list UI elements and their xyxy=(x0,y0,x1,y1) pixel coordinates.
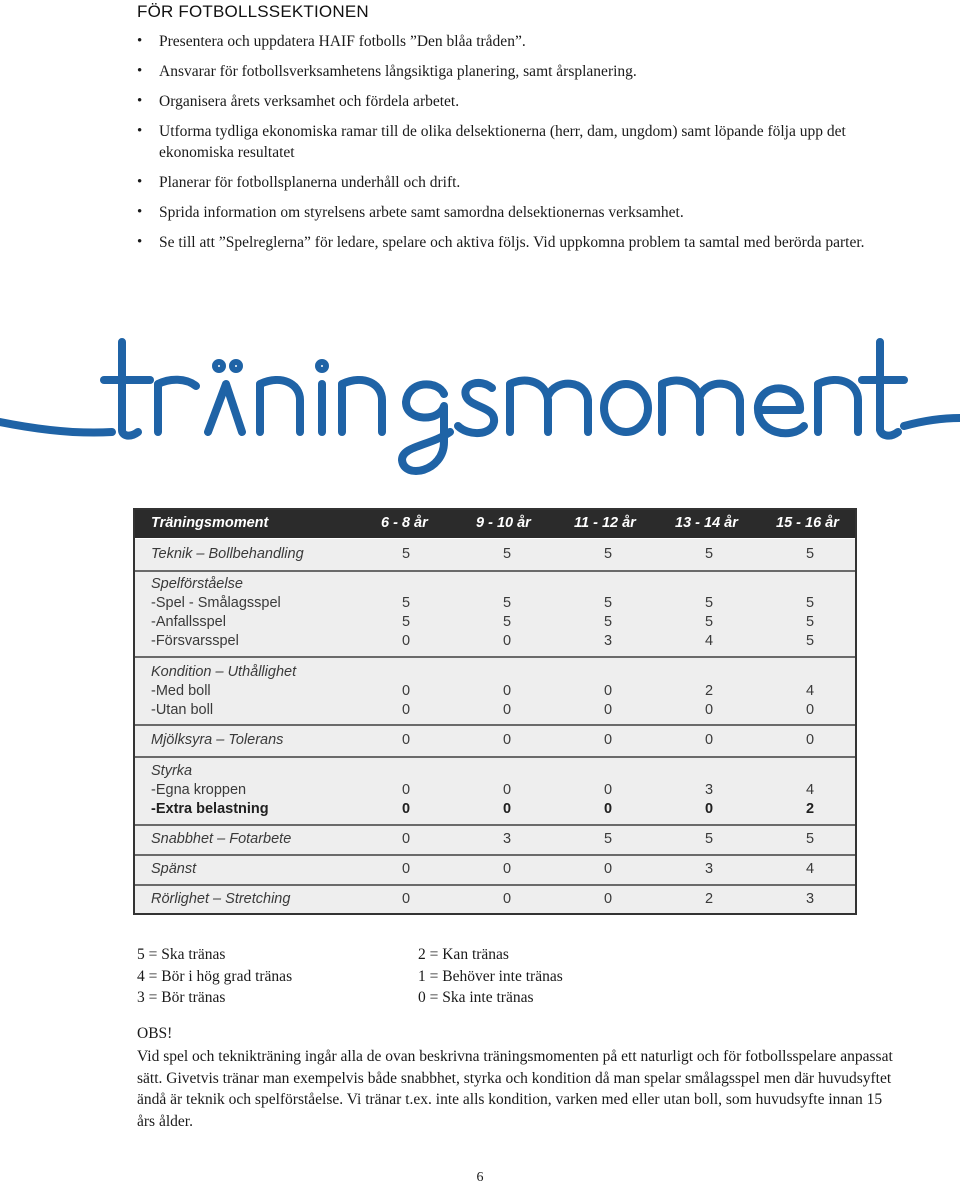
table-cell: 3 xyxy=(704,782,714,798)
header-cell: 11 - 12 år xyxy=(574,515,636,531)
table-cell: 5 xyxy=(603,614,613,630)
legend-item: 3 = Bör tränas xyxy=(137,989,226,1006)
table-cell: 0 xyxy=(401,702,411,718)
table-cell: 0 xyxy=(502,683,512,699)
legend-item: 1 = Behöver inte tränas xyxy=(418,967,563,985)
table-cell: 5 xyxy=(401,595,411,611)
list-item: • Planerar för fotbollsplanerna underhåll och drift. xyxy=(137,172,877,193)
table-cell: 5 xyxy=(603,831,613,847)
table-cell: 0 xyxy=(401,891,411,907)
table-cell: 5 xyxy=(805,614,815,630)
table-cell: 0 xyxy=(502,801,512,817)
duties-list xyxy=(137,31,877,262)
table-cell: 0 xyxy=(603,801,613,817)
table-group xyxy=(133,572,857,656)
table-cell: 0 xyxy=(603,782,613,798)
row-label: -Försvarsspel xyxy=(151,633,239,649)
table-cell: 3 xyxy=(603,633,613,649)
legend-item: 4 = Bör i hög grad tränas xyxy=(137,967,293,985)
table-cell: 5 xyxy=(401,614,411,630)
table-header xyxy=(133,508,857,538)
table-group xyxy=(133,856,857,884)
table-cell: 3 xyxy=(502,831,512,847)
table-cell: 5 xyxy=(704,831,714,847)
table-cell: 5 xyxy=(704,546,714,562)
table-cell: 5 xyxy=(805,595,815,611)
table-cell: 0 xyxy=(502,782,512,798)
table-cell: 0 xyxy=(603,861,613,877)
legend-item: 5 = Ska tränas xyxy=(137,946,226,963)
row-label: -Egna kroppen xyxy=(151,782,247,798)
list-item: • Ansvarar för fotbollsverksamhetens långsiktiga planering, samt årsplanering. xyxy=(137,61,877,82)
table-cell: 0 xyxy=(401,782,411,798)
table-cell: 0 xyxy=(401,633,411,649)
group-title: Mjölksyra – Tolerans xyxy=(151,732,284,748)
table-cell: 5 xyxy=(502,595,512,611)
legend-item: 2 = Kan tränas xyxy=(418,946,509,963)
table-cell: 0 xyxy=(401,683,411,699)
table-cell: 3 xyxy=(704,861,714,877)
table-cell: 0 xyxy=(704,801,714,817)
row-label: -Spel - Smålagsspel xyxy=(151,595,281,611)
header-cell: 9 - 10 år xyxy=(476,515,531,531)
row-label: -Extra belastning xyxy=(151,801,269,817)
table-cell: 3 xyxy=(805,891,815,907)
header-cell: Träningsmoment xyxy=(151,515,269,531)
table-cell: 5 xyxy=(704,595,714,611)
table-group xyxy=(133,658,857,724)
table-cell: 0 xyxy=(704,732,714,748)
list-item: • Presentera och uppdatera HAIF fotbolls ”Den blåa tråden”. xyxy=(137,31,877,52)
list-item: • Se till att ”Spelreglerna” för ledare, spelare och aktiva följs. Vid uppkomna problem ta samtal med berörda parter. xyxy=(137,232,877,253)
header-cell: 13 - 14 år xyxy=(675,515,738,531)
group-title: Rörlighet – Stretching xyxy=(151,891,291,907)
list-item: • Organisera årets verksamhet och fördela arbetet. xyxy=(137,91,877,112)
table-cell: 4 xyxy=(805,683,815,699)
title-graphic xyxy=(0,322,960,492)
table-cell: 5 xyxy=(603,595,613,611)
group-title: Snabbhet – Fotarbete xyxy=(151,831,292,847)
table-cell: 0 xyxy=(603,891,613,907)
table-cell: 5 xyxy=(805,633,815,649)
table-cell: 5 xyxy=(704,614,714,630)
group-title: Kondition – Uthållighet xyxy=(151,664,297,680)
row-label: -Utan boll xyxy=(151,702,214,718)
header-cell: 6 - 8 år xyxy=(381,515,428,531)
table-cell: 0 xyxy=(805,732,815,748)
table-cell: 4 xyxy=(704,633,714,649)
table-cell: 5 xyxy=(401,546,411,562)
list-item: • Utforma tydliga ekonomiska ramar till de olika delsektionerna (herr, dam, ungdom) samt löpande följa upp det ekonomiska resultatet xyxy=(137,121,877,163)
table-cell: 2 xyxy=(704,683,714,699)
table-cell: 5 xyxy=(502,614,512,630)
table-group xyxy=(133,539,857,570)
table-cell: 2 xyxy=(805,801,815,817)
table-cell: 0 xyxy=(805,702,815,718)
group-title: Teknik – Bollbehandling xyxy=(151,546,304,562)
table-cell: 4 xyxy=(805,782,815,798)
table-cell: 0 xyxy=(502,861,512,877)
table-cell: 0 xyxy=(502,633,512,649)
table-cell: 0 xyxy=(401,732,411,748)
group-title: Spelförståelse xyxy=(151,576,243,592)
legend-item: 0 = Ska inte tränas xyxy=(418,989,534,1006)
table-group xyxy=(133,726,857,756)
table-group xyxy=(133,886,857,913)
obs-label: OBS! xyxy=(137,1025,173,1042)
legend-right xyxy=(418,944,563,1009)
obs-paragraph: Vid spel och teknikträning ingår alla de ovan beskrivna träningsmomenten på ett naturligt och för fotbollsspelare anpassat sätt. Givetvis tränar man exempelvis både snabbhet, styrka och kondition då man spelar smålagsspel men där huvudsyftet ändå är teknik och spelförståelse. Vi tränar t.ex. inte alls kondition, varken med eller utan boll, som huvudsyfte innan 15 års ålder. xyxy=(137,1048,893,1130)
section-heading: FÖR FOTBOLLSSEKTIONEN xyxy=(137,2,369,21)
page-number: 6 xyxy=(476,1170,484,1185)
table-cell: 0 xyxy=(401,861,411,877)
table-cell: 5 xyxy=(805,546,815,562)
table-cell: 5 xyxy=(502,546,512,562)
table-group xyxy=(133,826,857,854)
group-title: Styrka xyxy=(151,763,193,779)
row-label: -Med boll xyxy=(151,683,211,699)
table-cell: 0 xyxy=(704,702,714,718)
legend-left xyxy=(137,944,292,1009)
table-cell: 0 xyxy=(502,702,512,718)
training-table xyxy=(133,508,857,915)
table-cell: 0 xyxy=(603,732,613,748)
row-label: -Anfallsspel xyxy=(151,614,226,630)
table-cell: 4 xyxy=(805,861,815,877)
table-cell: 5 xyxy=(805,831,815,847)
table-cell: 0 xyxy=(401,801,411,817)
table-cell: 0 xyxy=(502,891,512,907)
group-title: Spänst xyxy=(151,861,197,877)
table-cell: 0 xyxy=(401,831,411,847)
table-cell: 0 xyxy=(502,732,512,748)
table-cell: 2 xyxy=(704,891,714,907)
table-cell: 0 xyxy=(603,683,613,699)
list-item: • Sprida information om styrelsens arbete samt samordna delsektionernas verksamhet. xyxy=(137,202,877,223)
table-cell: 0 xyxy=(603,702,613,718)
header-cell: 15 - 16 år xyxy=(776,515,839,531)
table-cell: 5 xyxy=(603,546,613,562)
table-group xyxy=(133,758,857,824)
